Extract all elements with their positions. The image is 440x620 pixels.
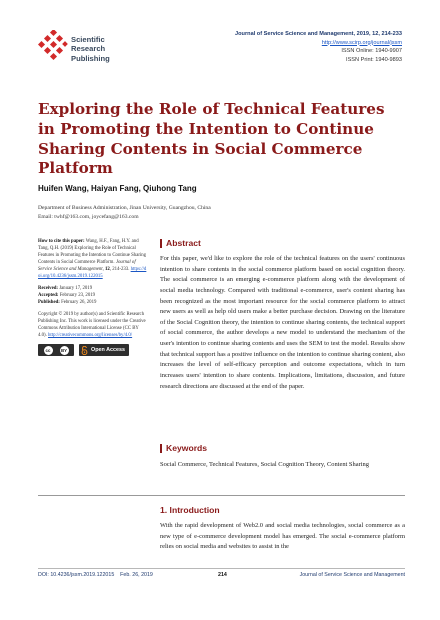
license-link[interactable]: http://creativecommons.org/licenses/by/4.0/ <box>48 333 133 338</box>
journal-info <box>235 30 402 64</box>
open-lock-icon <box>81 346 88 355</box>
cite-journal: Journal of Service Science and Management <box>38 260 136 272</box>
introduction-heading: 1. Introduction <box>160 505 220 515</box>
cite-text: Wang, H.F., Fang, H.Y. and Tang, Q.H. (2019) Exploring the Role of Technical Features in Promoting the Intention to Continue Sharing Contents in Social Commerce Platform. <box>38 239 147 265</box>
footer-doi: DOI: 10.4236/jssm.2019.122015 <box>38 572 115 578</box>
keywords-heading <box>160 443 207 453</box>
cc-icon: cc <box>44 346 53 355</box>
copyright-text: Copyright © 2019 by author(s) and Scientific Research Publishing Inc. This work is licensed under the Creative Commons Attribution International License (CC BY 4.0). <box>38 312 146 338</box>
open-access-label: Open Access <box>91 346 125 353</box>
page-footer <box>38 568 405 578</box>
logo-line-1: Scientific <box>71 35 105 44</box>
section-marker <box>160 444 162 453</box>
abstract-heading <box>160 238 405 248</box>
section-marker <box>160 239 162 248</box>
footer-date: Feb. 26, 2019 <box>120 572 153 578</box>
section-divider <box>38 495 405 496</box>
issn-print: ISSN Print: 1940-9893 <box>346 56 402 63</box>
doi-link[interactable]: https://doi.org/10.4236/jssm.2019.122015 <box>38 267 147 279</box>
journal-url-link[interactable]: http://www.scirp.org/journal/jssm <box>321 39 402 46</box>
logo-line-3: Publishing <box>71 53 110 63</box>
footer-journal: Journal of Service Science and Management <box>299 572 405 578</box>
cite-pages: , 214-233. <box>109 267 130 272</box>
issn-online: ISSN Online: 1940-9907 <box>341 48 402 55</box>
accepted-date <box>38 292 148 299</box>
paper-title: Exploring the Role of Technical Features in Promoting the Intention to Continue Sharing Contents in Social Commerce Platform <box>38 100 385 178</box>
scirp-logo-icon <box>38 30 68 64</box>
open-access-badge[interactable] <box>79 344 129 356</box>
logo-line-2: Research <box>71 44 106 54</box>
published-label: Published: <box>38 300 60 305</box>
received-value: January 17, 2019 <box>59 286 93 291</box>
logo-text <box>71 35 110 63</box>
abstract-text: For this paper, we'd like to explore the role of the technical features on the users' continuous intention to share contents in the social commerce platform based on social cognition theory. The social commerce is an emerging e-commerce platform along with the development of social media technology. Compared with traditional e-commerce, user's content sharing has been recognized as the most important resource for the social commerce platform to attract new users as well as help old users make a better purchase decision. Drawing on the literature of the Social Cognition theory, the intention to continue sharing contents, the technical support of social commerce, the author develops a new model to understand the mechanism of the user's intention to continue sharing contents and uses the SEM to test the model. Results show that technical support has a positive influence on the intention to continue sharing content, also increases the level of self-efficacy perception and outcome expectations, which in turn increases users' intention to share contents. Implications, limitations, discussion, and future research directions are discussed at the end of the paper. <box>160 255 405 390</box>
by-icon: BY <box>60 347 68 353</box>
cc-by-badge[interactable] <box>38 344 74 356</box>
keywords-text: Social Commerce, Technical Features, Social Cognition Theory, Content Sharing <box>160 461 369 468</box>
abstract-heading-text: Abstract <box>166 238 201 248</box>
page-number: 214 <box>218 572 227 578</box>
affiliation <box>38 204 211 221</box>
affiliation-dept: Department of Business Administration, Jinan University, Guangzhou, China <box>38 205 211 211</box>
publisher-logo <box>38 30 148 70</box>
published-value: February 26, 2019 <box>61 300 97 305</box>
footer-doi-date <box>38 572 153 578</box>
journal-name: Journal of Service Science and Management, 2019, 12, 214-233 <box>235 31 402 37</box>
cite-volume: 12 <box>105 267 110 272</box>
keywords-heading-text: Keywords <box>166 443 208 453</box>
accepted-value: February 23, 2019 <box>59 293 96 298</box>
license-badges <box>38 344 148 356</box>
citation-sidebar <box>38 238 148 356</box>
affiliation-email: Email: twhf@163.com, joycefang@163.com <box>38 213 139 220</box>
accepted-label: Accepted: <box>38 293 59 298</box>
introduction-text: With the rapid development of Web2.0 and social media technologies, social commerce as a new type of e-commerce development model has emerged. The social e-commerce platform relies on social media and websites to assist in the <box>160 522 405 551</box>
copyright-notice <box>38 311 148 339</box>
authors: Huifen Wang, Haiyan Fang, Qiuhong Tang <box>38 184 197 193</box>
abstract-section <box>160 238 405 392</box>
received-date <box>38 285 148 292</box>
published-date <box>38 299 148 306</box>
received-label: Received: <box>38 286 58 291</box>
article-dates <box>38 285 148 306</box>
cite-label: How to cite this paper: <box>38 239 85 244</box>
how-to-cite: How to cite this paper: Wang, H.F., Fang, H.Y. and Tang, Q.H. (2019) Exploring the Role of Technical Features in Promoting the Intention to Continue Sharing Contents in Social Commerce Platform. Journal of Service Science and Management, 12, 214-233. https://doi.org/10.4236/jssm.2019.122015 <box>38 239 147 279</box>
